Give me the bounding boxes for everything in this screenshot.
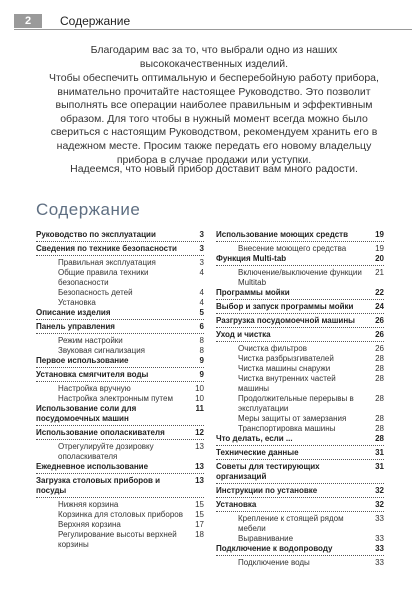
toc-entry[interactable] (216, 330, 384, 342)
toc-entry-page: 33 (375, 534, 384, 543)
intro-paragraph-3: Надеемся, что новый прибор доставит вам много радости. (70, 163, 358, 175)
toc-entry-page: 12 (195, 428, 204, 437)
toc-entry[interactable] (36, 404, 204, 426)
toc-entry-text: Подключение воды (238, 558, 310, 567)
toc-entry-text: Подключение к водопроводу (216, 544, 333, 553)
toc-entry-text: Меры защиты от замерзания (238, 414, 347, 423)
toc-entry-page: 13 (195, 462, 204, 471)
toc-entry[interactable] (36, 476, 204, 498)
toc-entry-page: 8 (199, 336, 204, 345)
toc-entry[interactable] (216, 254, 384, 266)
toc-entry[interactable] (36, 288, 204, 298)
toc-entry-page: 32 (375, 486, 384, 495)
toc-entry[interactable] (36, 298, 204, 308)
toc-entry-page: 21 (375, 268, 384, 277)
toc-entry-text: Использование соли для посудомоечных машин (36, 404, 137, 423)
toc-entry-text: Чистка внутренних частей машины (238, 374, 336, 393)
toc-left-column (36, 230, 204, 550)
toc-entry[interactable] (36, 346, 204, 356)
toc-entry[interactable] (216, 462, 384, 484)
toc-entry[interactable] (36, 230, 204, 242)
toc-entry-text: Корзинка для столовых приборов (58, 510, 183, 519)
toc-entry[interactable] (216, 514, 384, 534)
toc-entry-page: 31 (375, 448, 384, 457)
toc-entry[interactable] (36, 462, 204, 474)
toc-entry-text: Настройка электронным путем (58, 394, 173, 403)
toc-entry-text: Нижняя корзина (58, 500, 119, 509)
toc-entry-text: Верхняя корзина (58, 520, 121, 529)
toc-entry-text: Чистка разбрызгивателей (238, 354, 334, 363)
toc-entry-page: 28 (375, 434, 384, 443)
toc-entry[interactable] (36, 394, 204, 404)
toc-entry[interactable] (216, 364, 384, 374)
toc-entry-page: 9 (199, 356, 204, 365)
toc-entry-text: Установка (58, 298, 96, 307)
toc-entry-page: 20 (375, 254, 384, 263)
toc-entry[interactable] (36, 520, 204, 530)
intro-paragraph-1: Благодарим вас за то, что выбрали одно из наших высококачественных изделий. (90, 44, 338, 70)
toc-entry-text: Описание изделия (36, 308, 111, 317)
toc-entry[interactable] (216, 244, 384, 254)
header-rule (14, 29, 412, 30)
toc-entry-text: Включение/выключение функции Multitab (238, 268, 362, 287)
toc-entry-page: 3 (199, 258, 204, 267)
toc-entry-text: Программы мойки (216, 288, 290, 297)
toc-entry-text: Транспортировка машины (238, 424, 336, 433)
toc-entry-text: Очистка фильтров (238, 344, 307, 353)
toc-entry-page: 15 (195, 510, 204, 519)
toc-entry[interactable] (216, 424, 384, 434)
toc-entry-page: 8 (199, 346, 204, 355)
toc-entry[interactable] (216, 394, 384, 414)
toc-entry-text: Регулирование высоты верхней корзины (58, 530, 177, 549)
toc-entry-page: 3 (199, 244, 204, 253)
toc-entry-text: Советы для тестирующих организаций (216, 462, 320, 481)
toc-entry[interactable] (36, 268, 204, 288)
toc-entry-page: 3 (199, 230, 204, 239)
toc-entry-text: Руководство по эксплуатации (36, 230, 156, 239)
toc-entry[interactable] (36, 530, 204, 550)
toc-entry[interactable] (216, 268, 384, 288)
toc-entry-page: 19 (375, 230, 384, 239)
toc-entry-text: Отрегулируйте дозировку ополаскивателя (58, 442, 154, 461)
toc-entry-page: 28 (375, 364, 384, 373)
header-title: Содержание (60, 14, 131, 28)
toc-entry[interactable] (36, 308, 204, 320)
toc-entry[interactable] (216, 448, 384, 460)
toc-entry-text: Функция Multi-tab (216, 254, 287, 263)
toc-entry-page: 28 (375, 354, 384, 363)
toc-entry-page: 10 (195, 394, 204, 403)
toc-entry-page: 10 (195, 384, 204, 393)
toc-entry-text: Выбор и запуск программы мойки (216, 302, 354, 311)
toc-entry-text: Внесение моющего средства (238, 244, 347, 253)
page-number-badge: 2 (14, 14, 42, 28)
toc-entry-text: Крепление к стоящей рядом мебели (238, 514, 344, 533)
toc-entry[interactable] (36, 510, 204, 520)
toc-entry-text: Сведения по технике безопасности (36, 244, 177, 253)
toc-entry-page: 13 (195, 476, 204, 485)
toc-entry-page: 26 (375, 330, 384, 339)
toc-entry-page: 33 (375, 514, 384, 523)
toc-entry-page: 32 (375, 500, 384, 509)
toc-entry-text: Использование моющих средств (216, 230, 348, 239)
toc-entry-text: Использование ополаскивателя (36, 428, 165, 437)
toc-entry-text: Звуковая сигнализация (58, 346, 145, 355)
toc-entry[interactable] (216, 486, 384, 498)
toc-entry-page: 6 (199, 322, 204, 331)
toc-entry[interactable] (36, 322, 204, 334)
toc-entry[interactable] (216, 288, 384, 300)
toc-entry[interactable] (216, 374, 384, 394)
toc-entry[interactable] (216, 354, 384, 364)
toc-entry-page: 15 (195, 500, 204, 509)
toc-entry[interactable] (216, 230, 384, 242)
toc-entry-page: 28 (375, 424, 384, 433)
toc-entry-page: 5 (199, 308, 204, 317)
toc-entry-text: Разгрузка посудомоечной машины (216, 316, 355, 325)
toc-entry-text: Общие правила техники безопасности (58, 268, 149, 287)
toc-entry-page: 26 (375, 344, 384, 353)
toc-entry-text: Панель управления (36, 322, 115, 331)
toc-entry-text: Правильная эксплуатация (58, 258, 156, 267)
toc-entry-page: 24 (375, 302, 384, 311)
toc-entry-text: Ежедневное использование (36, 462, 149, 471)
toc-entry-page: 19 (375, 244, 384, 253)
toc-entry-text: Чистка машины снаружи (238, 364, 331, 373)
toc-entry-page: 33 (375, 544, 384, 553)
toc-entry-text: Что делать, если ... (216, 434, 293, 443)
toc-entry[interactable] (216, 544, 384, 556)
toc-entry[interactable] (36, 356, 204, 368)
toc-entry-text: Технические данные (216, 448, 299, 457)
toc-entry[interactable] (216, 558, 384, 568)
toc-entry[interactable] (36, 500, 204, 510)
toc-entry[interactable] (36, 244, 204, 256)
toc-entry[interactable] (216, 434, 384, 446)
toc-entry[interactable] (216, 500, 384, 512)
toc-entry-page: 28 (375, 374, 384, 383)
toc-entry-page: 18 (195, 530, 204, 539)
toc-entry-text: Выравнивание (238, 534, 294, 543)
toc-entry-text: Уход и чистка (216, 330, 271, 339)
toc-entry-text: Режим настройки (58, 336, 123, 345)
toc-entry-page: 33 (375, 558, 384, 567)
toc-entry-text: Установка смягчителя воды (36, 370, 149, 379)
toc-entry-text: Безопасность детей (58, 288, 133, 297)
toc-entry[interactable] (36, 428, 204, 440)
toc-entry[interactable] (216, 316, 384, 328)
toc-entry-page: 13 (195, 442, 204, 451)
toc-entry[interactable] (36, 258, 204, 268)
toc-entry-page: 28 (375, 414, 384, 423)
toc-entry-page: 31 (375, 462, 384, 471)
toc-entry[interactable] (36, 384, 204, 394)
toc-right-column (216, 230, 384, 568)
toc-entry-text: Настройка вручную (58, 384, 131, 393)
toc-entry-page: 26 (375, 316, 384, 325)
toc-entry[interactable] (36, 370, 204, 382)
toc-entry[interactable] (216, 414, 384, 424)
toc-entry-page: 28 (375, 394, 384, 403)
page-header (0, 14, 420, 30)
toc-entry-page: 9 (199, 370, 204, 379)
toc-entry-text: Первое использование (36, 356, 129, 365)
toc-entry-text: Продолжительные перерывы в эксплуатации (238, 394, 354, 413)
toc-entry-page: 4 (199, 298, 204, 307)
intro-paragraph-2: Чтобы обеспечить оптимальную и бесперебойную работу прибора, внимательно прочитайте настоящее Руководство. Это позволит выполнять все операции наиболее правильным и эффективным образом. Для того чтобы в нужный момент всегда можно было свериться с настоящим Руководством, рекомендуем хранить его в надежном месте. Просим также передать его новому владельцу прибора в случае продажи или уступки. (49, 72, 379, 166)
toc-entry-text: Загрузка столовых приборов и посуды (36, 476, 161, 495)
toc-title: Содержание (36, 200, 141, 219)
toc-entry-page: 4 (199, 288, 204, 297)
toc-entry-text: Инструкции по установке (216, 486, 318, 495)
toc-entry-page: 11 (195, 404, 204, 413)
toc-entry[interactable] (216, 302, 384, 314)
toc-entry-page: 17 (195, 520, 204, 529)
toc-entry[interactable] (216, 534, 384, 544)
toc-entry[interactable] (36, 442, 204, 462)
toc-entry-text: Установка (216, 500, 257, 509)
toc-entry-page: 4 (199, 268, 204, 277)
toc-entry[interactable] (216, 344, 384, 354)
toc-entry-page: 22 (375, 288, 384, 297)
toc-entry[interactable] (36, 336, 204, 346)
